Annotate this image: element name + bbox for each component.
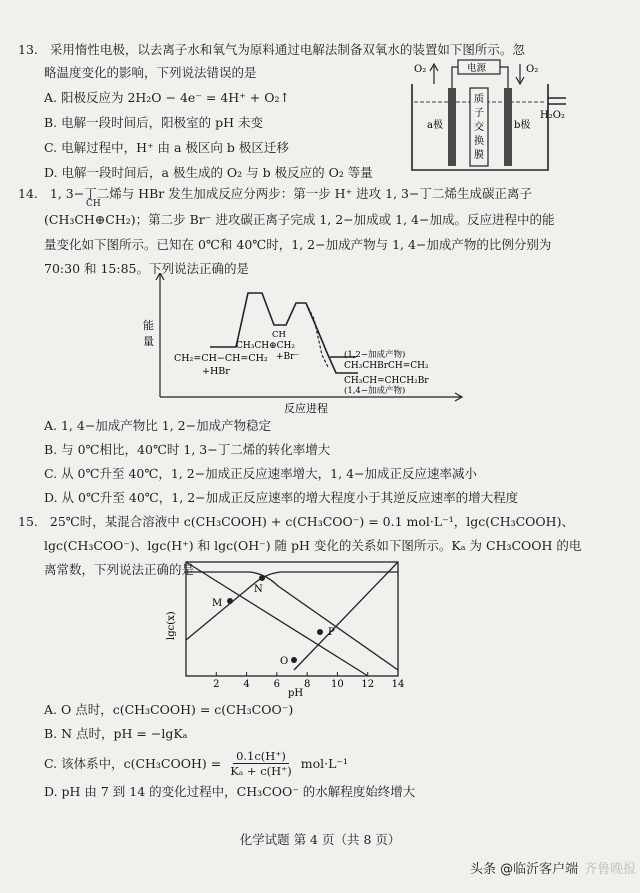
point-m-label: M: [212, 598, 223, 609]
membrane-char-4: 换: [474, 136, 484, 147]
curve-ch3cooh: [186, 572, 398, 670]
intermediate-br-label: +Br⁻: [276, 352, 300, 362]
q14-stem-line4: 70:30 和 15:85。下列说法正确的是: [44, 261, 249, 276]
point-n-label: N: [254, 584, 263, 595]
power-label: 电源: [467, 63, 487, 74]
q15-option-b: B. N 点时，pH = −lgKₐ: [44, 726, 188, 741]
energy-axis-label-1: 能: [143, 319, 154, 332]
point-p-label: P: [328, 627, 335, 638]
q14-option-d: D. 从 0℃升至 40℃，1, 2−加成正反应速率的增大程度小于其逆反应速率的增大程度: [44, 490, 519, 505]
electrolysis-diagram: [400, 58, 575, 180]
membrane-char-2: 子: [474, 108, 484, 119]
ph-tick-label: 8: [303, 679, 311, 690]
ph-tick-label: 4: [243, 679, 250, 690]
membrane-char-3: 交: [474, 122, 484, 133]
fraction-numerator: 0.1c(H⁺): [233, 749, 289, 764]
q15-stem-line1: 15. 25℃时，某混合溶液中 c(CH₃COOH) + c(CH₃COO⁻) = 0.1 mol·L⁻¹，lgc(CH₃COOH)、: [18, 514, 574, 529]
q14-option-a: A. 1, 4−加成产物比 1, 2−加成产物稳定: [44, 418, 272, 433]
energy-axis-label-2: 量: [143, 335, 154, 348]
page-footer: 化学试题 第 4 页（共 8 页）: [239, 832, 401, 847]
q14-stem-line3: 量变化如下图所示。已知在 0℃和 40℃时，1, 2−加成产物与 1, 4−加成产物的比例分别为: [44, 237, 552, 252]
reactant-hbr-label: +HBr: [202, 366, 230, 377]
electrode-b: [504, 88, 512, 166]
product-12-label: (1,2−加成产物): [344, 350, 406, 360]
watermark: [470, 858, 636, 877]
ph-ticks: [213, 672, 404, 690]
q15-number: 15.: [18, 514, 38, 529]
ph-axis-label: pH: [288, 688, 304, 698]
q14-option-c: C. 从 0℃升至 40℃，1, 2−加成正反应速率增大，1, 4−加成正反应速率减小: [44, 466, 477, 481]
q14-stem-line1: 14. 1, 3−丁二烯与 HBr 发生加成反应分两步：第一步 H⁺ 进攻 1, 3−丁二烯生成碳正离子: [18, 186, 532, 201]
energy-profile-chart: [140, 273, 470, 415]
lgc-axis-label: lgc(x): [166, 611, 177, 640]
a-electrode-label: a极: [427, 120, 443, 131]
product-14-label: (1,4−加成产物): [344, 386, 406, 396]
q14-stem-line2: (CH₃CH⊕CH₂)；第二步 Br⁻ 进攻碳正离子完成 1, 2−加成或 1, 4−加成。反应进程中的能: [44, 212, 555, 227]
q15-stem-line3: 离常数，下列说法正确的是: [44, 562, 195, 577]
q14-option-b: B. 与 0℃相比，40℃时 1, 3−丁二烯的转化率增大: [44, 442, 331, 457]
membrane-char-1: 质: [474, 94, 484, 105]
ph-tick-label: 6: [273, 679, 281, 690]
q14-stem-ch: CH: [86, 199, 101, 209]
q13-option-d: D. 电解一段时间后，a 极生成的 O₂ 与 b 极反应的 O₂ 等量: [44, 165, 373, 180]
lgc-ph-chart: [158, 556, 414, 698]
q15-option-a: A. O 点时，c(CH₃COOH) = c(CH₃COO⁻): [44, 702, 294, 717]
reactant-label: CH₂=CH−CH=CH₂: [174, 353, 268, 364]
q15-option-c: [44, 745, 348, 781]
ph-tick-label: 12: [361, 679, 375, 690]
ph-tick-label: 14: [391, 679, 405, 690]
q13-option-c: C. 电解过程中，H⁺ 由 a 极区向 b 极区迁移: [44, 140, 289, 155]
h2o2-label: H₂O₂: [540, 110, 565, 121]
b-electrode-label: b极: [514, 120, 531, 131]
watermark-text-2: 齐鲁晚报: [584, 862, 637, 877]
intermediate-ch-label: CH: [272, 330, 286, 340]
q15-option-c-unit: mol·L⁻¹: [300, 755, 348, 771]
q13-option-a: A. 阳极反应为 2H₂O − 4e⁻ = 4H⁺ + O₂↑: [44, 90, 290, 105]
o2-left-label: O₂: [414, 64, 427, 75]
electrode-a: [448, 88, 456, 166]
curve-oh: [294, 562, 398, 670]
reaction-progress-label: 反应进程: [284, 402, 328, 415]
q15-option-c-fraction: [227, 749, 295, 778]
ph-tick-label: 10: [331, 679, 344, 690]
watermark-text-1: 头条 @临沂客户端: [470, 862, 579, 877]
curve-h: [186, 562, 368, 676]
ph-tick-label: 2: [213, 679, 220, 690]
q15-stem-line2: lgc(CH₃COO⁻)、lgc(H⁺) 和 lgc(OH⁻) 随 pH 变化的关系如下图所示。Kₐ 为 CH₃COOH 的电: [44, 538, 582, 553]
intermediate-label: CH₃CH⊕CH₂: [236, 341, 295, 351]
o2-right-label: O₂: [526, 64, 539, 75]
q14-number: 14.: [18, 186, 38, 201]
q13-stem-line1: 13. 采用惰性电极，以去离子水和氧气为原料通过电解法制备双氧水的装置如下图所示。忽: [18, 42, 525, 57]
q13-number: 13.: [18, 42, 38, 57]
product-14-formula: CH₃CH=CHCH₂Br: [344, 376, 429, 386]
q15-option-d: D. pH 由 7 到 14 的变化过程中，CH₃COO⁻ 的水解程度始终增大: [44, 784, 416, 799]
membrane-char-5: 膜: [474, 150, 484, 161]
point-o-label: O: [280, 656, 289, 667]
fraction-denominator: Kₐ + c(H⁺): [230, 763, 292, 778]
product-12-formula: CH₃CHBrCH=CH₂: [344, 361, 429, 371]
q13-option-b: B. 电解一段时间后，阳极室的 pH 未变: [44, 115, 263, 130]
q13-stem-line2: 略温度变化的影响，下列说法错误的是: [44, 65, 257, 80]
q15-option-c-prefix: C. 该体系中，c(CH₃COOH) =: [44, 756, 222, 771]
